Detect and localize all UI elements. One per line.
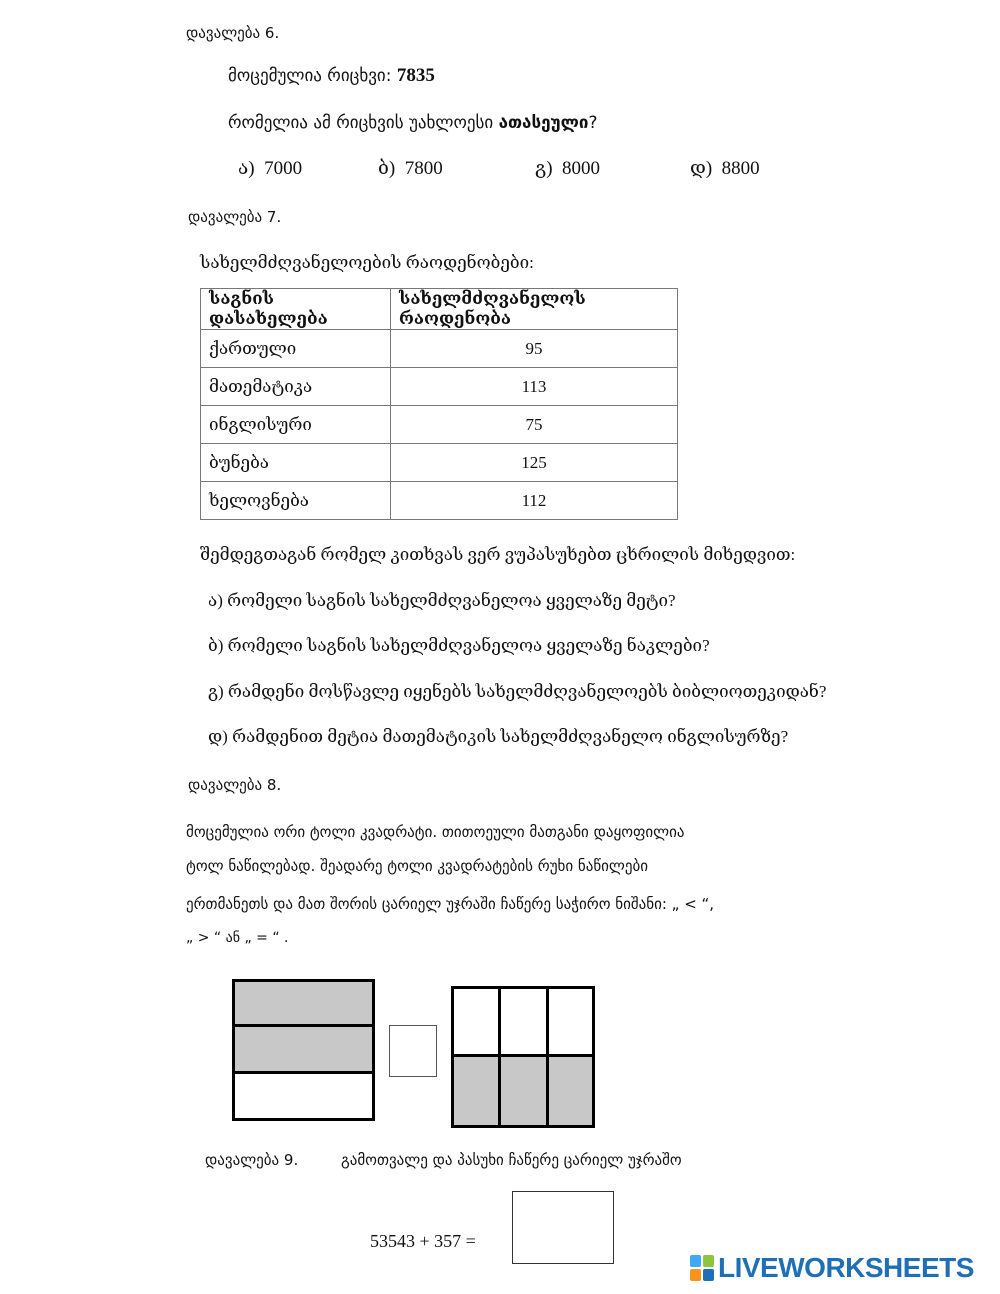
task8-line-2: ტოლ ნაწილებად. შეადარე ტოლი კვადრატების რუხი ნაწილები <box>186 857 648 875</box>
task7-answer-c[interactable]: გ) რამდენი მოსწავლე იყენებს სახელმძღვანელოებს ბიბლიოთეკიდან? <box>208 682 827 701</box>
task7-answer-a[interactable]: ა) რომელი საგნის სახელმძღვანელოა ყველაზე მეტი? <box>208 591 676 610</box>
subject-cell: ინგლისური <box>201 406 391 444</box>
liveworksheets-logo-icon <box>690 1255 714 1281</box>
table-row <box>201 444 678 482</box>
option-value: 8000 <box>562 158 601 179</box>
task8-line-1: მოცემულია ორი ტოლი კვადრატი. თითოეული მათგანი დაყოფილია <box>186 823 685 841</box>
right-square-divider <box>498 986 501 1128</box>
task7-answer-b[interactable]: ბ) რომელი საგნის სახელმძღვანელოა ყველაზე ნაკლები? <box>208 636 710 655</box>
count-cell: 125 <box>391 444 678 482</box>
right-square <box>451 986 595 1128</box>
left-square-divider <box>232 1024 375 1027</box>
task6-question-text: რომელია ამ რიცხვის უახლოესი <box>228 113 494 133</box>
option-letter: გ) <box>535 158 553 179</box>
task6-option-a[interactable] <box>238 157 302 180</box>
count-cell: 95 <box>391 330 678 368</box>
option-letter: დ) <box>690 158 713 179</box>
table-caption: სახელმძღვანელოების რაოდენობები: <box>200 253 534 272</box>
count-cell: 75 <box>391 406 678 444</box>
task6-question <box>228 113 597 133</box>
subject-cell: ხელოვნება <box>201 482 391 520</box>
option-value: 7000 <box>264 158 303 179</box>
option-value: 8800 <box>721 158 760 179</box>
task8-line-3: ერთმანეთს და მათ შორის ცარიელ უჯრაში ჩაწერე საჭირო ნიშანი: „ < “, <box>186 895 715 913</box>
table-row <box>201 406 678 444</box>
table-row <box>201 368 678 406</box>
table-row <box>201 482 678 520</box>
task6-question-bold: ათასეული <box>498 113 589 133</box>
option-value: 7800 <box>404 158 443 179</box>
task9-instruction: გამოთვალე და პასუხი ჩაწერე ცარიელ უჯრაშო <box>341 1151 682 1169</box>
task9-answer-box[interactable] <box>512 1191 614 1264</box>
left-square-divider <box>232 1071 375 1074</box>
left-square-shaded-part <box>235 982 372 1074</box>
comparison-input-box[interactable] <box>389 1025 437 1077</box>
task7-title: დავალება 7. <box>188 208 282 226</box>
task6-given-number: 7835 <box>396 65 435 86</box>
task6-option-c[interactable] <box>535 157 600 180</box>
option-letter: ბ) <box>378 158 396 179</box>
task8-title: დავალება 8. <box>188 776 282 794</box>
task9-expression: 53543 + 357 = <box>370 1231 476 1251</box>
right-square-divider <box>546 986 549 1128</box>
task9-title: დავალება 9. <box>205 1151 299 1169</box>
task7-question: შემდეგთაგან რომელ კითხვას ვერ ვუპასუხებთ ცხრილის მიხედვით: <box>200 545 796 564</box>
task6-given <box>228 65 435 87</box>
count-cell: 112 <box>391 482 678 520</box>
task6-option-d[interactable] <box>690 157 760 180</box>
table-header-row <box>201 289 678 330</box>
subject-cell: მათემატიკა <box>201 368 391 406</box>
task7-answer-d[interactable]: დ) რამდენით მეტია მათემატიკის სახელმძღვანელო ინგლისურზე? <box>208 727 789 746</box>
subject-cell: ბუნება <box>201 444 391 482</box>
task6-title: დავალება 6. <box>186 24 280 42</box>
liveworksheets-logo-text: LIVEWORKSHEETS <box>718 1252 974 1283</box>
table-row <box>201 330 678 368</box>
task6-question-end: ? <box>588 113 598 133</box>
liveworksheets-logo <box>690 1252 974 1284</box>
option-letter: ა) <box>238 158 255 179</box>
header-count: სახელმძღვანელოს რაოდენობა <box>391 289 678 330</box>
right-square-shaded-part <box>454 1057 592 1125</box>
subject-cell: ქართული <box>201 330 391 368</box>
right-square-divider <box>451 1054 595 1057</box>
task8-line-4: „ > “ ან „ = “ . <box>186 930 289 946</box>
count-cell: 113 <box>391 368 678 406</box>
task6-given-text: მოცემულია რიცხვი: <box>228 66 392 86</box>
left-square <box>232 979 375 1121</box>
task6-option-b[interactable] <box>378 157 443 180</box>
header-subject: საგნის დასახელება <box>201 289 391 330</box>
subjects-table <box>200 288 678 520</box>
